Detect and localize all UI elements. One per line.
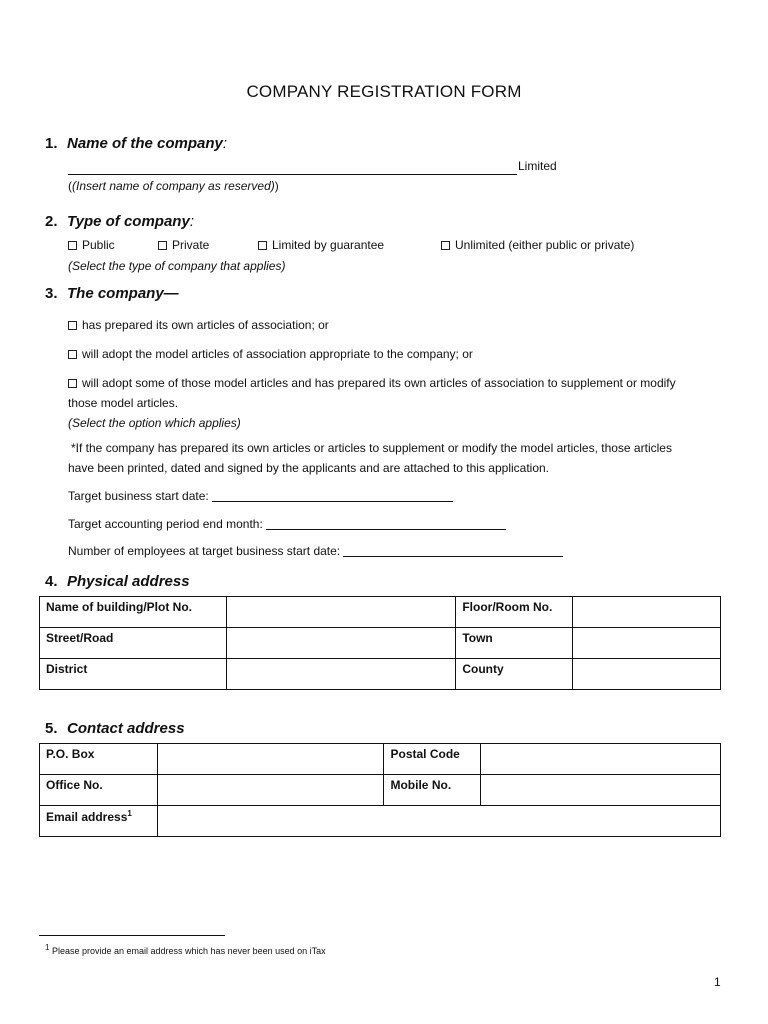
contact-address-table <box>39 743 721 837</box>
articles-note-line-1: *If the company has prepared its own articles or articles to supplement or modify the model articles, those articles <box>71 441 672 455</box>
start-date-field[interactable] <box>212 490 453 502</box>
employees-field[interactable] <box>343 545 563 557</box>
physical-address-table <box>39 596 721 690</box>
section-title: Type of company <box>67 213 190 230</box>
company-name-field[interactable] <box>68 158 517 175</box>
table-row <box>40 597 721 628</box>
section-title: The company— <box>67 285 179 302</box>
po-box-label: P.O. Box <box>40 744 158 775</box>
option-label: Private <box>172 238 210 252</box>
section-5-heading <box>45 720 185 737</box>
street-label: Street/Road <box>40 628 227 659</box>
type-option-public[interactable] <box>68 238 115 252</box>
table-row <box>40 744 721 775</box>
type-option-unlimited[interactable] <box>441 238 634 252</box>
employees-label: Number of employees at target business start date: <box>68 544 341 558</box>
office-no-input[interactable] <box>157 775 384 806</box>
checkbox-icon[interactable] <box>158 241 167 250</box>
office-no-label: Office No. <box>40 775 158 806</box>
period-end-row <box>68 517 506 531</box>
table-row <box>40 775 721 806</box>
postal-code-label: Postal Code <box>384 744 481 775</box>
checkbox-icon[interactable] <box>68 321 77 330</box>
section-4-heading <box>45 573 190 590</box>
option-label: Unlimited (either public or private) <box>455 238 635 252</box>
district-input[interactable] <box>226 659 456 690</box>
section-number: 5. <box>45 720 58 737</box>
checkbox-icon[interactable] <box>441 241 450 250</box>
section-number: 3. <box>45 285 58 302</box>
period-end-label: Target accounting period end month: <box>68 517 263 531</box>
table-row <box>40 806 721 837</box>
page-number: 1 <box>714 975 721 989</box>
start-date-row <box>68 489 453 503</box>
heading-colon: : <box>189 213 194 230</box>
section-title: Contact address <box>67 720 185 737</box>
articles-note-line-2: have been printed, dated and signed by the applicants and are attached to this application. <box>68 461 550 475</box>
footnote-mark: 1 <box>45 943 50 952</box>
town-label: Town <box>456 628 573 659</box>
table-row <box>40 628 721 659</box>
county-label: County <box>456 659 573 690</box>
articles-option-model[interactable] <box>68 347 473 361</box>
articles-option-own[interactable] <box>68 318 329 332</box>
section-1-heading <box>45 135 227 152</box>
checkbox-icon[interactable] <box>68 350 77 359</box>
email-input[interactable] <box>157 806 720 837</box>
floor-room-input[interactable] <box>573 597 721 628</box>
mobile-no-label: Mobile No. <box>384 775 481 806</box>
option-label: will adopt the model articles of association appropriate to the company; or <box>82 347 473 361</box>
email-label <box>40 806 158 837</box>
limited-suffix: Limited <box>518 159 557 173</box>
type-option-private[interactable] <box>158 238 209 252</box>
period-end-field[interactable] <box>266 518 506 530</box>
postal-code-input[interactable] <box>481 744 721 775</box>
company-name-hint: ((Insert name of company as reserved)) <box>68 179 279 193</box>
employees-row <box>68 544 563 558</box>
building-input[interactable] <box>226 597 456 628</box>
checkbox-icon[interactable] <box>68 241 77 250</box>
checkbox-icon[interactable] <box>258 241 267 250</box>
section-title: Name of the company <box>67 135 223 152</box>
articles-option-mixed[interactable] <box>68 376 676 390</box>
county-input[interactable] <box>573 659 721 690</box>
section-3-heading <box>45 285 179 302</box>
footnote-separator <box>39 935 225 936</box>
footnote <box>45 943 326 956</box>
option-label: will adopt some of those model articles and has prepared its own articles of association to supplement or modify <box>82 376 676 390</box>
mobile-no-input[interactable] <box>481 775 721 806</box>
building-label: Name of building/Plot No. <box>40 597 227 628</box>
option-label: Public <box>82 238 115 252</box>
floor-room-label: Floor/Room No. <box>456 597 573 628</box>
hint-text: (Insert name of company as reserved) <box>72 179 275 193</box>
street-input[interactable] <box>226 628 456 659</box>
section-number: 2. <box>45 213 58 230</box>
town-input[interactable] <box>573 628 721 659</box>
section-2-heading <box>45 213 194 230</box>
section-number: 4. <box>45 573 58 590</box>
checkbox-icon[interactable] <box>68 379 77 388</box>
district-label: District <box>40 659 227 690</box>
start-date-label: Target business start date: <box>68 489 209 503</box>
option-label: Limited by guarantee <box>272 238 385 252</box>
articles-hint: (Select the option which applies) <box>68 416 241 430</box>
articles-option-mixed-cont: those model articles. <box>68 396 179 410</box>
section-number: 1. <box>45 135 58 152</box>
po-box-input[interactable] <box>157 744 384 775</box>
section-title: Physical address <box>67 573 190 590</box>
heading-colon: : <box>222 135 228 152</box>
type-option-limited-by-guarantee[interactable] <box>258 238 384 252</box>
table-row <box>40 659 721 690</box>
footnote-ref: 1 <box>127 809 132 818</box>
footnote-text: Please provide an email address which has never been used on iTax <box>51 946 326 956</box>
option-label: has prepared its own articles of association; or <box>82 318 329 332</box>
type-hint: (Select the type of company that applies) <box>68 259 286 273</box>
email-label-text: Email address <box>46 810 128 824</box>
form-title: COMPANY REGISTRATION FORM <box>246 82 522 101</box>
